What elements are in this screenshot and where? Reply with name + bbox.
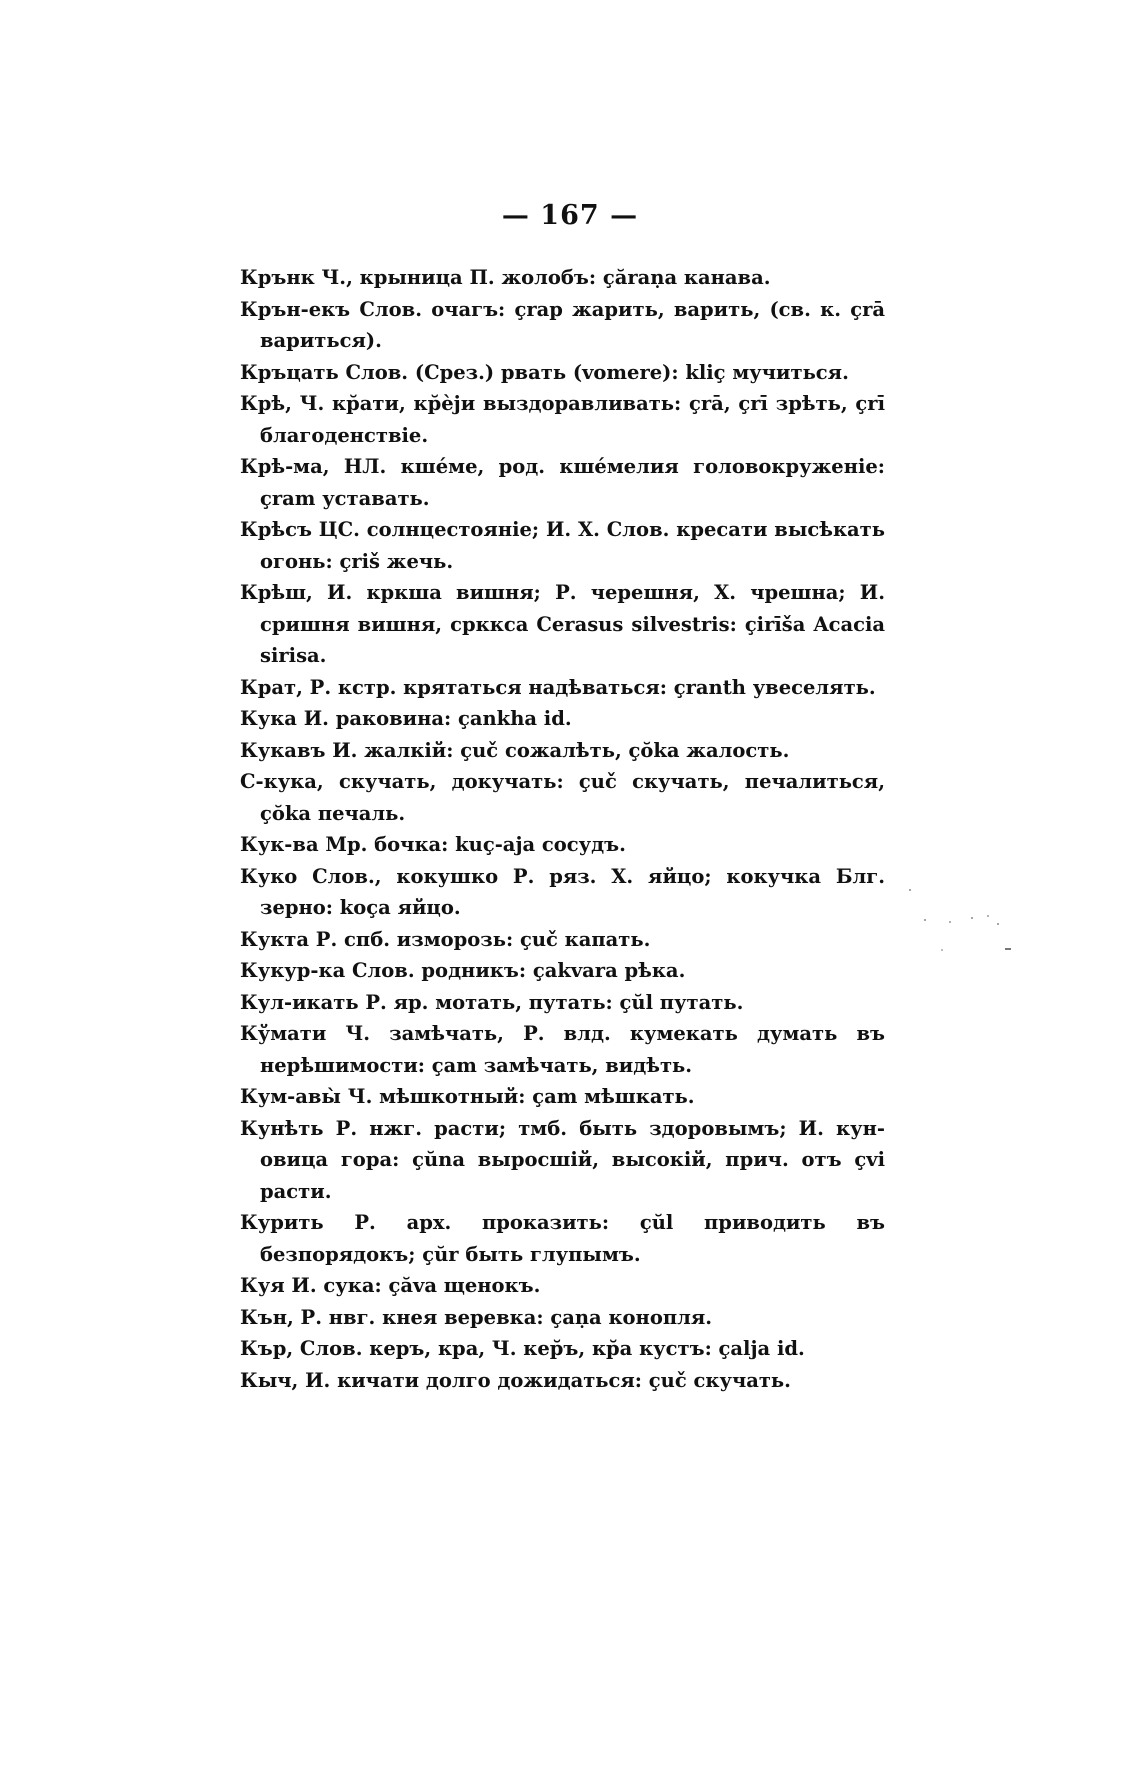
dictionary-entry: Кукавъ И. жалкій: çuč сожалѣть, çŏka жалость. (240, 738, 790, 762)
dictionary-entry: Кўмати Ч. замѣчать, Р. влд. кумекать думать въ нерѣшимости: çam замѣчать, видѣть. (240, 1022, 885, 1077)
dictionary-entry: Кул-икать Р. яр. мотать, путать: çŭl путать. (240, 990, 744, 1014)
print-specks (880, 880, 1040, 960)
dictionary-entry: Курить Р. арх. проказить: çŭl приводить въ безпорядокъ; çŭr быть глупымъ. (240, 1211, 885, 1266)
dictionary-entry: Кука И. раковина: çankha id. (240, 707, 572, 730)
dictionary-entry: Крѣсъ ЦС. солнцестояніе; И. Х. Слов. кресати высѣкать огонь: çriš жечь. (240, 518, 885, 573)
dictionary-entry: Крѣ, Ч. кр̆ати, кр̆ѐjи выздоравливать: çrā, çrī зрѣть, çrī благоденствіе. (240, 392, 885, 447)
dictionary-entry: Крѣш, И. кркша вишня; Р. черешня, Х. чрешна; И. сришня вишня, срккса Cerasus silvestris: çirīša Acacia sirisa. (240, 581, 885, 667)
dictionary-entry: Кыч, И. кичати долго дожидаться: çuč скучать. (240, 1368, 791, 1392)
dictionary-entry: Куя И. сука: çăva щенокъ. (240, 1274, 541, 1297)
dictionary-entry: Куко Слов., кокушко Р. ряз. Х. яйцо; кокучка Блг. зерно: koça яйцо. (240, 864, 885, 919)
dictionary-entry: Кум-авы̀ Ч. мѣшкотный: çam мѣшкать. (240, 1085, 695, 1108)
dictionary-entry: Крънк Ч., крыница П. жолобъ: çăraṇa канава. (240, 266, 771, 289)
dictionary-entry: Крат, Р. кстр. крятаться надѣваться: çranth увеселять. (240, 675, 876, 699)
dictionary-entry: Кукур-ка Слов. родникъ: çakvara рѣка. (240, 959, 686, 982)
dictionary-entry: Крѣ-ма, НЛ. кшéме, род. кшéмелия головокруженіе: çram уставать. (240, 455, 885, 510)
dictionary-entry: Кунѣть Р. нжг. расти; тмб. быть здоровымъ; И. кун-овица гора: çŭna выросшій, высокій, прич. отъ çvi расти. (240, 1116, 885, 1203)
page-number: — 167 — (501, 200, 639, 231)
dictionary-entry: Крън-екъ Слов. очагъ: çrap жарить, варить, (св. к. çrā вариться). (240, 297, 885, 352)
dictionary-entry: Кукта Р. спб. изморозь: çuč капать. (240, 927, 651, 951)
dictionary-entry: Кън, Р. нвг. кнея веревка: çaṇa конопля. (240, 1305, 713, 1329)
dictionary-entry: Кръцать Слов. (Срез.) рвать (vomere): kliç мучиться. (240, 360, 849, 384)
dictionary-entries (240, 262, 885, 1396)
dictionary-entry: С-кука, скучать, докучать: çuč скучать, печалиться, çŏka печаль. (240, 770, 885, 825)
dictionary-entry: Кук-ва Мр. бочка: kuç-aja сосудъ. (240, 833, 626, 856)
dictionary-entry: Кър, Слов. керъ, кра, Ч. кер̆ъ, кр̆а кустъ: çalja id. (240, 1337, 805, 1360)
